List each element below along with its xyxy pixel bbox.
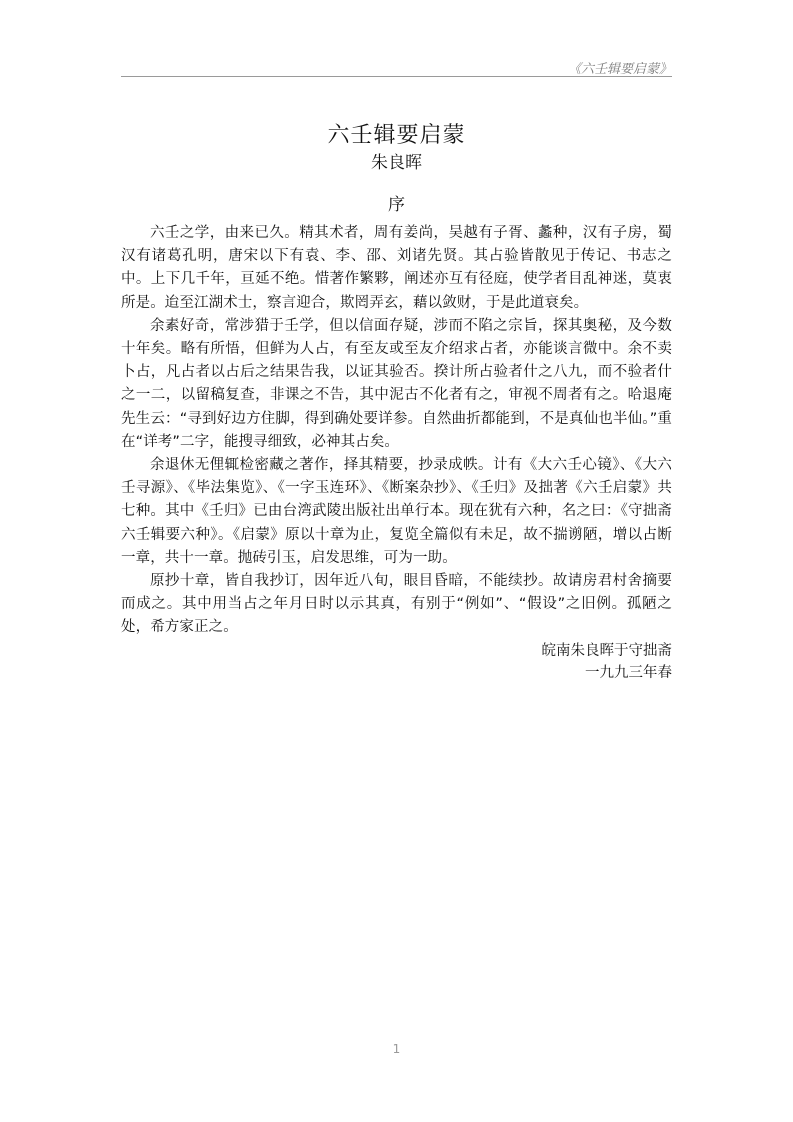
- signature-date: 一九九三年春: [585, 665, 672, 681]
- running-header: 《六壬辑要启蒙》: [567, 62, 672, 77]
- paragraph: 六壬之学，由来已久。精其术者，周有姜尚，吴越有子胥、蠡种，汉有子房，蜀汉有诸葛孔明，唐宋以下有袁、李、邵、刘诸先贤。其占验皆散见于传记、书志之中。上下几千年，亘延不绝。惜著作繁夥，阐述亦互有径庭，使学者目乱神迷，莫衷所是。迨至江湖术士，察言迎合，欺罔弄玄，藉以敛财，于是此道衰矣。: [121, 225, 672, 311]
- document-title: 六壬辑要启蒙: [327, 122, 466, 148]
- signature-place: 皖南朱良晖于守拙斋: [541, 643, 672, 659]
- header-divider: [121, 76, 672, 77]
- author-name: 朱良晖: [371, 153, 422, 173]
- paragraph: 余素好奇，常涉猎于壬学，但以信面存疑，涉而不陷之宗旨，探其奥秘，及今数十年矣。略有所悟，但鲜为人占，有至友或至友介绍求占者，亦能谈言微中。余不卖卜占，凡占者以占后之结果告我，以证其验否。揆计所占验者什之八九，而不验者什之一二，以留稿复查，非课之不告，其中泥古不化者有之，审视不周者有之。哈退庵先生云：“寻到好边方住脚，得到确处要详参。自然曲折都能到，不是真仙也半仙。”重在“详考”二字，能搜寻细致，必神其占矣。: [121, 317, 672, 450]
- page-number: 1: [392, 1042, 401, 1056]
- paragraph: 原抄十章，皆自我抄订，因年近八旬，眼目昏暗，不能续抄。故请房君村舍摘要而成之。其中用当占之年月日时以示其真，有别于“例如”、“假设”之旧例。孤陋之处，希方家正之。: [121, 573, 672, 636]
- preface-body: [121, 222, 672, 640]
- section-heading-preface: 序: [388, 195, 405, 215]
- paragraph: 余退休无俚辄检密藏之著作，择其精要，抄录成帙。计有《大六壬心镜》、《大六壬寻源》、《毕法集览》、《一字玉连环》、《断案杂抄》、《壬归》及拙著《六壬启蒙》共七种。其中《壬归》已由台湾武陵出版社出单行本。现在犹有六种，名之曰：《守拙斋六壬辑要六种》。《启蒙》原以十章为止，复览全篇似有未足，故不揣谫陋，增以占断一章，共十一章。抛砖引玉，启发思维，可为一助。: [121, 457, 672, 566]
- signature-block: [542, 640, 673, 684]
